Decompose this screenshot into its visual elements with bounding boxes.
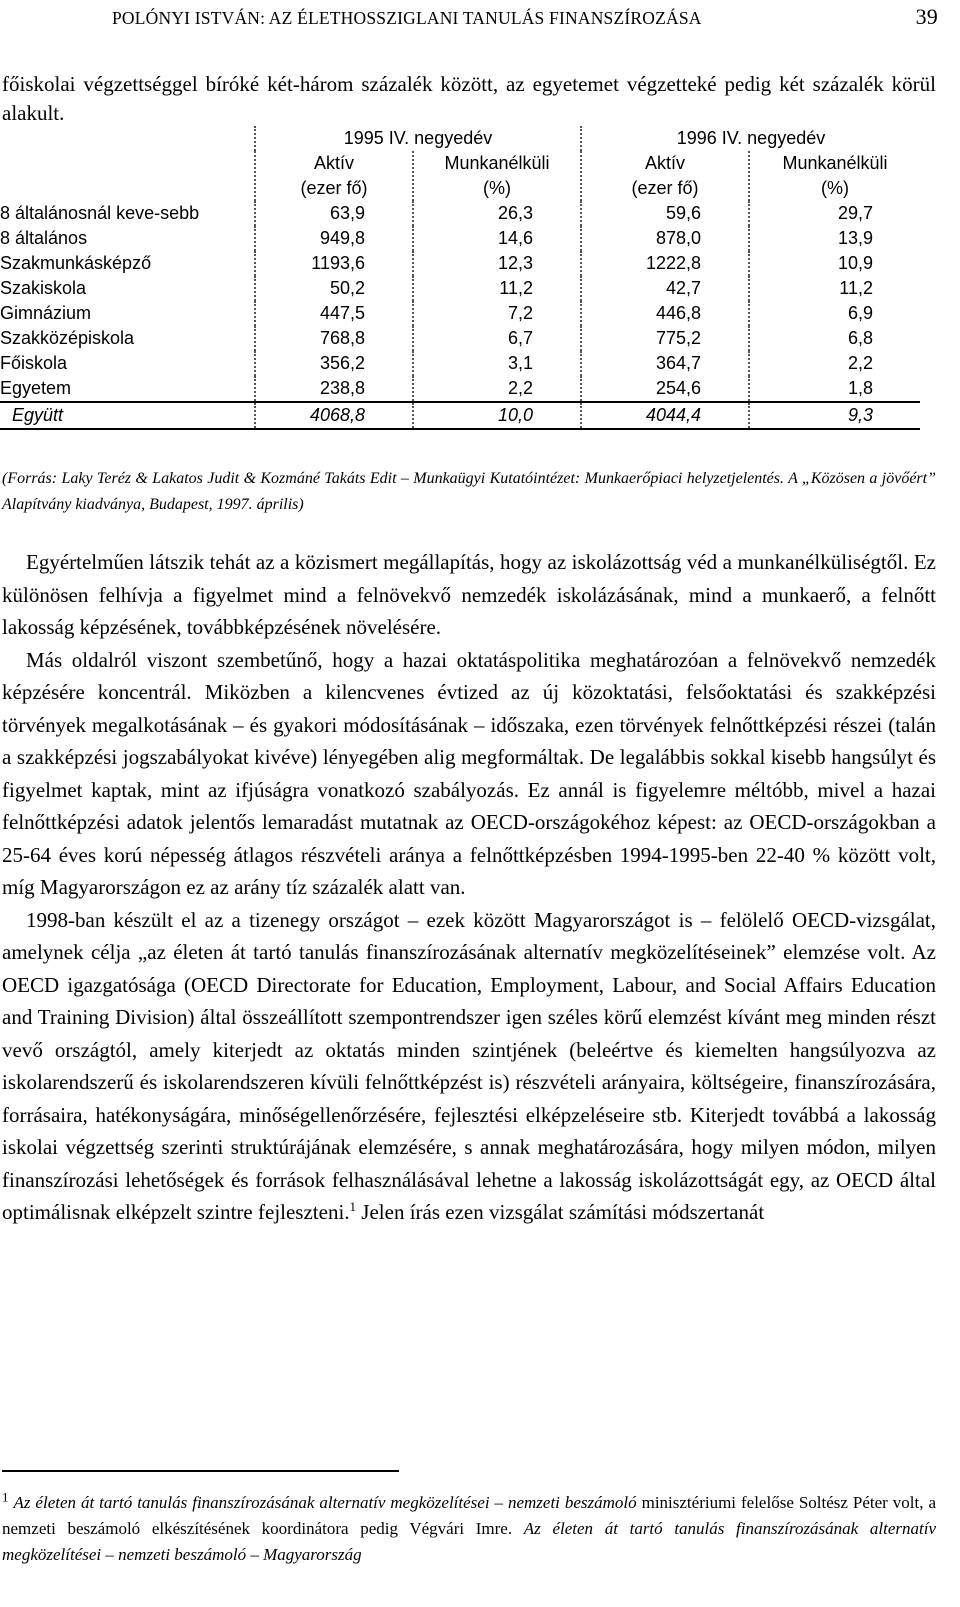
body-text <box>2 546 936 1229</box>
cell-active-1996: 42,7 <box>581 276 749 301</box>
col-header-unemployed-1996 <box>749 151 920 201</box>
row-label: Egyetem <box>0 378 72 398</box>
cell-unemployed-1995: 3,1 <box>413 351 581 376</box>
table-row <box>0 351 920 376</box>
cell-active-1996: 1222,8 <box>581 251 749 276</box>
table-row <box>0 376 920 402</box>
footnote-text: minisztériumi felelőse Soltész Péter volt, a nemzeti beszámoló elkészítésének koordinátora pedig Végvári Imre. <box>2 1493 936 1538</box>
paragraph <box>2 904 936 1229</box>
cell-unemployed-1995: 7,2 <box>413 301 581 326</box>
col-header-unemployed-line2: (%) <box>483 178 511 198</box>
col-header-active-line1: Aktív <box>313 153 354 173</box>
cell-active-1995: 447,5 <box>255 301 413 326</box>
col-header-unemployed-line1: Munkanélküli <box>444 153 550 173</box>
col-header-active-1996 <box>581 151 749 201</box>
table-column-header-row <box>0 151 920 201</box>
running-title: POLÓNYI ISTVÁN: AZ ÉLETHOSSZIGLANI TANULÁS FINANSZÍROZÁSA <box>112 8 702 28</box>
table-source: (Forrás: Laky Teréz & Lakatos Judit & Kozmáné Takáts Edit – Munkaügyi Kutatóintézet: Munkaerőpiaci helyzetjelentés. A „Közösen a jövőért” Alapítvány kiadványa, Budapest, 1997. április) <box>2 470 936 513</box>
total-unemployed-1995: 10,0 <box>413 402 581 429</box>
running-header <box>112 4 938 34</box>
table-row <box>0 326 920 351</box>
row-label: Szakiskola <box>0 278 87 298</box>
period-1995-header: 1995 IV. negyedév <box>255 126 581 151</box>
col-header-active-1995 <box>255 151 413 201</box>
table-row <box>0 301 920 326</box>
cell-unemployed-1996: 29,7 <box>749 201 920 226</box>
paragraph: Más oldalról viszont szembetűnő, hogy a hazai oktatáspolitika meghatározóan a felnövekvő nemzedék képzésére koncentrál. Miközben a kilencvenes évtized az új közoktatási, felsőoktatási és szakképzési törvények megalkotásának – és gyakori módosításának – időszaka, ezen törvények felnőttképzési részei (talán a szakképzési jogszabályokat kivéve) lényegében alig megformáltak. De legalábbis sokkal kisebb hangsúlyt és figyelmet kaptak, mint az ifjúságra vonatkozó szabályozás. Ez annál is figyelemre méltóbb, mivel a hazai felnőttképzési adatok jelentős lemaradást mutatnak az OECD-országokéhoz képest: az OECD-országokban a 25-64 éves korú népesség átlagos részvételi aránya a felnőttképzésben 1994-1995-ben 22-40 % között volt, míg Magyarországon ez az arány tíz százalék alatt van. <box>2 647 936 899</box>
cell-unemployed-1995: 2,2 <box>413 376 581 402</box>
cell-unemployed-1995: 12,3 <box>413 251 581 276</box>
cell-active-1995: 768,8 <box>255 326 413 351</box>
col-header-unemployed-line2: (%) <box>821 178 849 198</box>
table-row <box>0 201 920 226</box>
total-label: Együtt <box>0 402 255 429</box>
cell-active-1996: 59,6 <box>581 201 749 226</box>
footnote-divider <box>2 1470 399 1472</box>
paragraph-tail: Jelen írás ezen vizsgálat számítási módszertanát <box>356 1200 765 1224</box>
row-label: 8 általános <box>0 228 88 248</box>
cell-active-1995: 356,2 <box>255 351 413 376</box>
cell-active-1996: 446,8 <box>581 301 749 326</box>
col-header-active-line2: (ezer fő) <box>631 178 699 198</box>
page-number: 39 <box>915 4 938 29</box>
total-active-1996: 4044,4 <box>581 402 749 429</box>
table-row <box>0 276 920 301</box>
table-row <box>0 251 920 276</box>
total-unemployed-1996: 9,3 <box>749 402 920 429</box>
cell-unemployed-1996: 2,2 <box>749 351 920 376</box>
cell-unemployed-1995: 26,3 <box>413 201 581 226</box>
footnote-marker: 1 <box>2 1489 9 1505</box>
row-label: Gimnázium <box>0 303 92 323</box>
cell-active-1996: 775,2 <box>581 326 749 351</box>
cell-active-1996: 254,6 <box>581 376 749 402</box>
cell-unemployed-1996: 6,9 <box>749 301 920 326</box>
cell-active-1995: 238,8 <box>255 376 413 402</box>
unemployment-table <box>0 126 920 430</box>
total-active-1995: 4068,8 <box>255 402 413 429</box>
cell-unemployed-1996: 11,2 <box>749 276 920 301</box>
cell-active-1995: 1193,6 <box>255 251 413 276</box>
cell-unemployed-1996: 13,9 <box>749 226 920 251</box>
period-1996-header: 1996 IV. negyedév <box>581 126 920 151</box>
cell-active-1995: 63,9 <box>255 201 413 226</box>
table-total-row <box>0 402 920 429</box>
col-header-active-line1: Aktív <box>644 153 685 173</box>
table-period-row <box>0 126 920 151</box>
paragraph-text: 1998-ban készült el az a tizenegy országot – ezek között Magyarországot is – felölelő OECD-vizsgálat, amelynek célja „az életen át tartó tanulás finanszírozásának alternatív megközelítéseinek” elemzése volt. Az OECD igazgatósága (OECD Directorate for Education, Employment, Labour, and Social Affairs Education and Training Division) által összeállított szempontrendszer igen széles körű elemzést kívánt meg minden részt vevő országtól, amely kiterjedt az oktatás minden szintjének (beleértve és kiemelten hangsúlyozva az iskolarendszerű és iskolarendszeren kívüli felnőttképzést is) részvételi arányaira, költségeire, finanszírozására, forrásaira, hatékonyságára, minőségellenőrzésére, fejlesztési elképzeléseire stb. Kiterjedt továbbá a lakosság iskolai végzettség szerinti struktúrájának elemzésére, s annak meghatározására, hogy milyen módon, milyen finanszírozási lehetőségek és források felhasználásával lehetne a lakosság iskolázottságát egy, az OECD által optimálisnak elképzelt szintre fejleszteni. <box>2 907 936 1224</box>
footnote <box>2 1490 936 1568</box>
paragraph: Egyértelműen látszik tehát az a közismert megállapítás, hogy az iskolázottság véd a munkanélküliségtől. Ez különösen felhívja a figyelmet mind a felnövekvő nemzedék iskolázásának, mind a munkaerő, a felnőtt lakosság képzésének, továbbképzésének növelésére. <box>2 550 936 639</box>
cell-unemployed-1995: 6,7 <box>413 326 581 351</box>
table-row <box>0 226 920 251</box>
cell-active-1995: 50,2 <box>255 276 413 301</box>
row-label: 8 általánosnál keve-sebb <box>0 203 200 223</box>
cell-unemployed-1996: 1,8 <box>749 376 920 402</box>
col-header-unemployed-1995 <box>413 151 581 201</box>
row-label: Szakközépiskola <box>0 328 135 348</box>
intro-paragraph: főiskolai végzettséggel bíróké két-három százalék között, az egyetemet végzetteké pedig két százalék körül alakult. <box>2 72 936 125</box>
cell-active-1996: 878,0 <box>581 226 749 251</box>
footnote-title-italic: Az életen át tartó tanulás finanszírozásának alternatív megközelítései – nemzeti beszámoló <box>13 1493 637 1512</box>
cell-unemployed-1996: 6,8 <box>749 326 920 351</box>
cell-active-1996: 364,7 <box>581 351 749 376</box>
col-header-active-line2: (ezer fő) <box>300 178 368 198</box>
row-label: Szakmunkásképző <box>0 253 152 273</box>
col-header-unemployed-line1: Munkanélküli <box>782 153 888 173</box>
cell-unemployed-1995: 14,6 <box>413 226 581 251</box>
row-label: Főiskola <box>0 353 68 373</box>
cell-active-1995: 949,8 <box>255 226 413 251</box>
cell-unemployed-1996: 10,9 <box>749 251 920 276</box>
footnote-reference[interactable]: 1 <box>349 1199 357 1214</box>
footnote-title-italic-2: Az életen át tartó tanulás finanszírozásának alternatív megközelítései – nemzeti beszámoló – Magyarország <box>2 1519 936 1564</box>
cell-unemployed-1995: 11,2 <box>413 276 581 301</box>
